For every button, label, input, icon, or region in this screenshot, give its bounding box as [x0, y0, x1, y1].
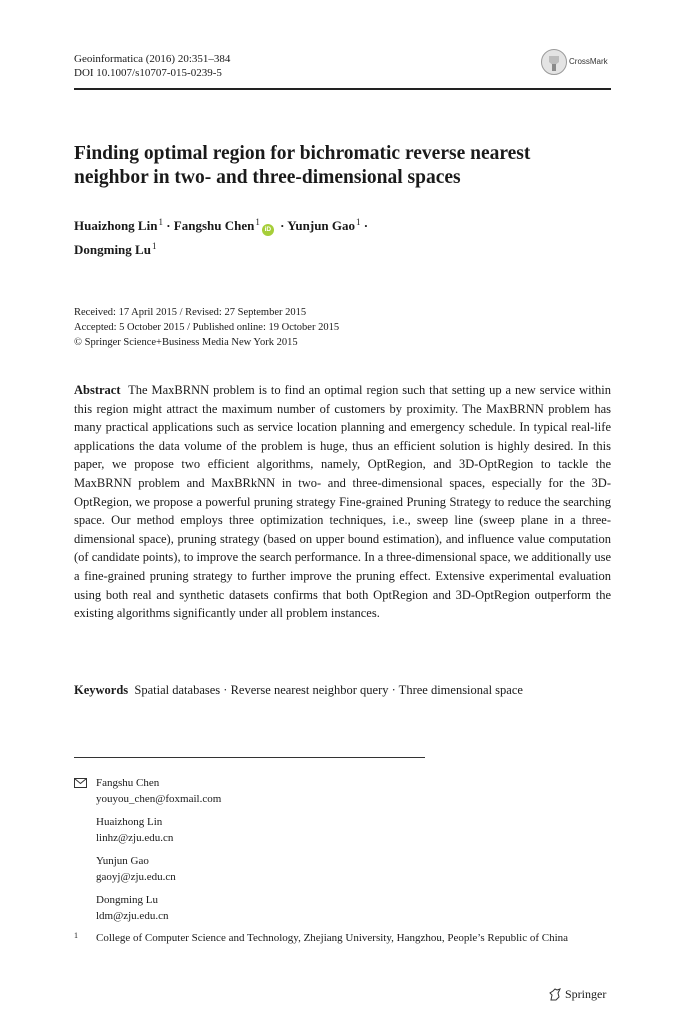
contact-name: Huaizhong Lin: [96, 816, 163, 828]
author-affiliation-mark: 1: [356, 217, 361, 227]
author-name[interactable]: Dongming Lu: [74, 242, 151, 257]
copyright: © Springer Science+Business Media New York 2015: [74, 337, 298, 348]
publisher-name: Springer: [565, 987, 607, 1001]
affiliation-text: College of Computer Science and Technology, Zhejiang University, Hangzhou, People’s Republic of China: [96, 932, 569, 944]
keywords: [74, 681, 611, 699]
springer-horse-icon: [548, 988, 562, 1002]
contact-entry: [74, 814, 614, 846]
contact-email[interactable]: gaoyj@zju.edu.cn: [96, 871, 176, 883]
contact-email[interactable]: linhz@zju.edu.cn: [96, 832, 174, 844]
keywords-list: Spatial databases · Reverse nearest neighbor query · Three dimensional space: [134, 683, 523, 697]
keywords-heading: Keywords: [74, 683, 129, 697]
contact-entry: [74, 775, 614, 807]
envelope-icon: [74, 778, 87, 788]
author-name[interactable]: Yunjun Gao: [287, 218, 356, 233]
contact-entry: [74, 853, 614, 885]
received-revised: Received: 17 April 2015 / Revised: 27 September 2015: [74, 307, 307, 318]
journal-citation: Geoinformatica (2016) 20:351–384: [74, 53, 231, 65]
journal-header: [74, 52, 230, 80]
crossmark-label: CrossMark: [569, 57, 608, 66]
affiliation-number: 1: [74, 931, 78, 940]
contact-name: Dongming Lu: [96, 894, 159, 906]
affiliation: [74, 931, 614, 946]
contact-email[interactable]: youyou_chen@foxmail.com: [96, 793, 222, 805]
paper-title: Finding optimal region for bichromatic reverse nearest neighbor in two- and three-dimensional spaces: [74, 143, 531, 188]
author-affiliation-mark: 1: [151, 241, 157, 251]
abstract-text: The MaxBRNN problem is to find an optimal region such that setting up a new service within this region might attract the maximum number of customers by proximity. The MaxBRNN problem has many practical applications such as service location planning and emergency schedule. In typical real-life applications the data volume of the problem is huge, thus an efficient solution is highly desired. In this paper, we propose two efficient algorithms, namely, OptRegion, and 3D-OptRegion to tackle the MaxBRNN problem and MaxBRkNN in two- and three-dimensional spaces, especially for the 3D-OptRegion, we propose a powerful pruning strategy Fine-grained Pruning Strategy to reduce the searching space. Our method employs three optimization techniques, i.e., sweep line (sweep plane in a three-dimensional space), pruning strategy (based on upper bound estimation), and influence value computation (of candidate points), to improve the search performance. In a three-dimensional space, we additionally use a fine-grained pruning strategy to further improve the pruning effect. Extensive experimental evaluation using both real and synthetic datasets confirms that both OptRegion and 3D-OptRegion outperform the existing algorithms significantly under all problem instances.: [74, 383, 611, 621]
author-list: Huaizhong Lin$^1$ · Fangshu Chen$^1$iD · Yunjun Gao$^1$ · Dongming Lu$^1$: [74, 217, 369, 257]
contact-name: Fangshu Chen: [96, 777, 160, 789]
publication-dates: [74, 305, 339, 350]
doi[interactable]: DOI 10.1007/s10707-015-0239-5: [74, 67, 222, 79]
orcid-icon[interactable]: iD: [262, 224, 274, 236]
crossmark-badge[interactable]: [541, 49, 621, 79]
header-divider: [74, 88, 611, 90]
contact-name: Yunjun Gao: [96, 855, 149, 867]
author-name[interactable]: Fangshu Chen: [173, 218, 255, 233]
author-affiliation-mark: 1: [255, 217, 260, 227]
accepted-published: Accepted: 5 October 2015 / Published online: 19 October 2015: [74, 322, 340, 333]
author-name[interactable]: Huaizhong Lin: [74, 218, 158, 233]
abstract-heading: Abstract: [74, 383, 121, 397]
crossmark-icon: [541, 49, 567, 75]
contact-list: [74, 775, 614, 931]
abstract: [74, 381, 611, 623]
contact-entry: [74, 892, 614, 924]
contact-email[interactable]: ldm@zju.edu.cn: [96, 910, 169, 922]
footnote-divider: [74, 757, 425, 758]
publisher-logo: [548, 987, 606, 1002]
author-affiliation-mark: 1: [158, 217, 163, 227]
